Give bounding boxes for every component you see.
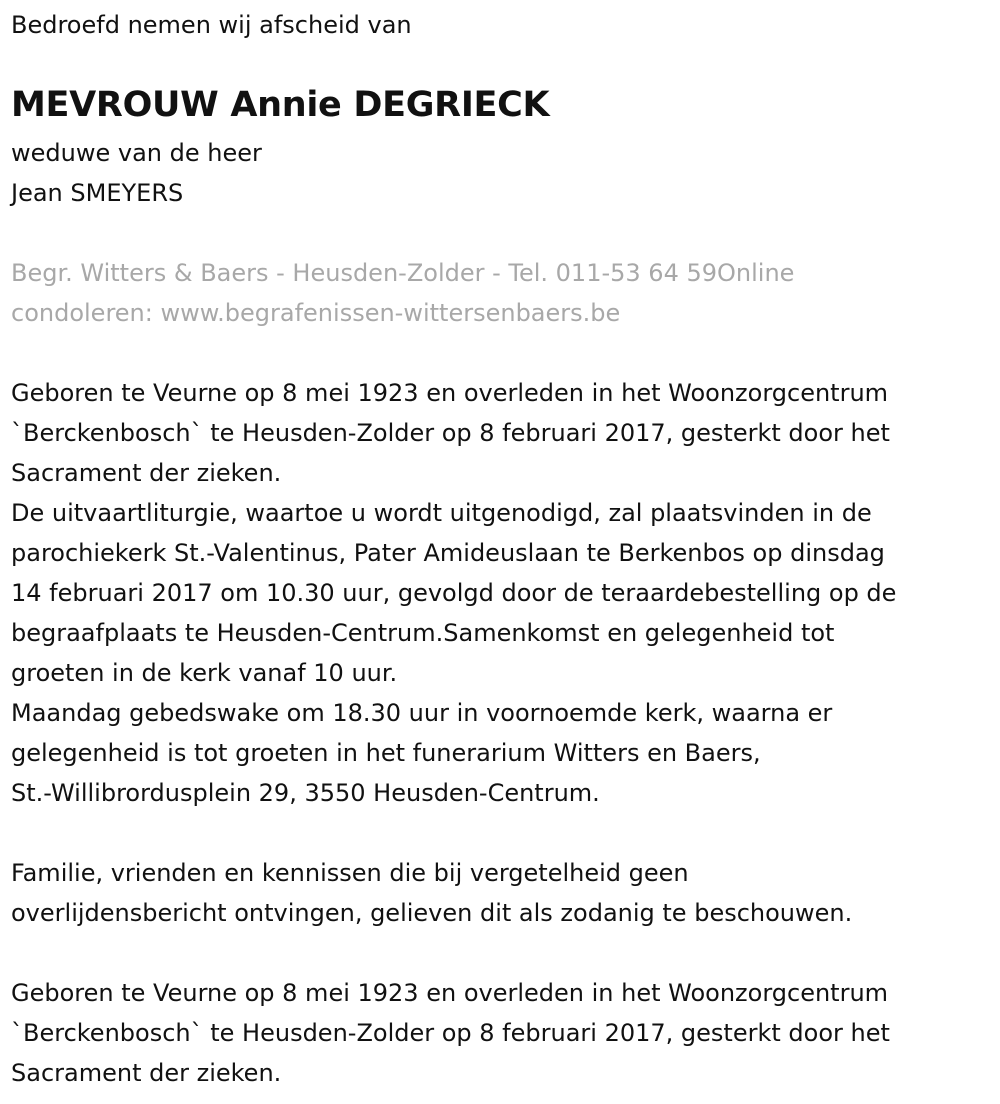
text-line: Maandag gebedswake om 18.30 uur in voornoemde kerk, waarna er bbox=[11, 699, 833, 727]
condolence-line: condoleren: www.begrafenissen-wittersenbaers.be bbox=[11, 299, 621, 327]
announcement-paragraph bbox=[11, 373, 896, 813]
text-line: St.-Willibrordusplein 29, 3550 Heusden-Centrum. bbox=[11, 779, 600, 807]
funeral-home-line: Begr. Witters & Baers - Heusden-Zolder - Tel. 011-53 64 59Online bbox=[11, 259, 795, 287]
spouse-block bbox=[11, 133, 262, 213]
text-line: begraafplaats te Heusden-Centrum.Samenkomst en gelegenheid tot bbox=[11, 619, 835, 647]
text-line: parochiekerk St.-Valentinus, Pater Amideuslaan te Berkenbos op dinsdag bbox=[11, 539, 885, 567]
text-line: gelegenheid is tot groeten in het funerarium Witters en Baers, bbox=[11, 739, 761, 767]
intro-text: Bedroefd nemen wij afscheid van bbox=[11, 11, 412, 39]
text-line: Geboren te Veurne op 8 mei 1923 en overleden in het Woonzorgcentrum bbox=[11, 979, 889, 1007]
notice-paragraph bbox=[11, 853, 852, 933]
text-line: De uitvaartliturgie, waartoe u wordt uitgenodigd, zal plaatsvinden in de bbox=[11, 499, 872, 527]
text-line: `Berckenbosch` te Heusden-Zolder op 8 februari 2017, gesterkt door het bbox=[11, 419, 890, 447]
text-line: Familie, vrienden en kennissen die bij vergetelheid geen bbox=[11, 859, 689, 887]
text-line: 14 februari 2017 om 10.30 uur, gevolgd door de teraardebestelling op de bbox=[11, 579, 897, 607]
text-line: Geboren te Veurne op 8 mei 1923 en overleden in het Woonzorgcentrum bbox=[11, 379, 889, 407]
text-line: `Berckenbosch` te Heusden-Zolder op 8 februari 2017, gesterkt door het bbox=[11, 1019, 890, 1047]
funeral-home-info bbox=[11, 253, 794, 333]
text-line: Sacrament der zieken. bbox=[11, 1059, 282, 1087]
text-line: overlijdensbericht ontvingen, gelieven dit als zodanig te beschouwen. bbox=[11, 899, 853, 927]
text-line: groeten in de kerk vanaf 10 uur. bbox=[11, 659, 398, 687]
birth-repeat-paragraph bbox=[11, 973, 890, 1093]
deceased-name: MEVROUW Annie DEGRIECK bbox=[11, 85, 550, 125]
text-line: Sacrament der zieken. bbox=[11, 459, 282, 487]
spouse-name: Jean SMEYERS bbox=[11, 179, 184, 207]
relation-text: weduwe van de heer bbox=[11, 139, 262, 167]
